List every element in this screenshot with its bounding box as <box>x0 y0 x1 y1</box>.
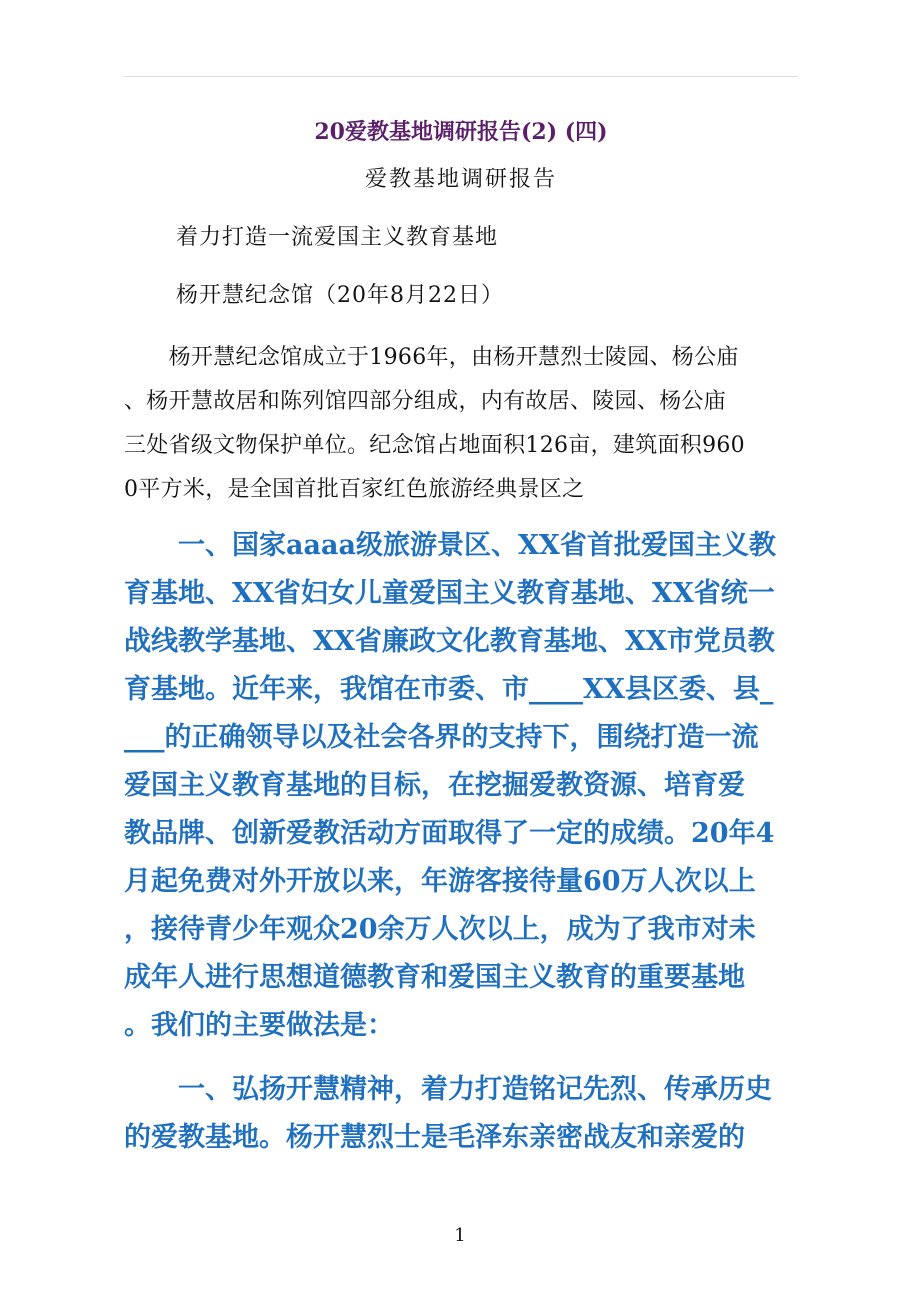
section-line: 一、弘扬开慧精神，着力打造铭记先烈、传承历史 <box>124 1074 772 1105</box>
intro-line: 、杨开慧故居和陈列馆四部分组成，内有故居、陵园、杨公庙 <box>124 389 727 414</box>
section-line: 的爱教基地。杨开慧烈士是毛泽东亲密战友和亲爱的 <box>124 1122 745 1153</box>
intro-paragraph <box>124 336 804 512</box>
section-line: 育基地。近年来，我馆在市委、市____XX县区委、县_ <box>124 674 774 705</box>
document-subtitle: 爱教基地调研报告 <box>364 167 557 192</box>
section-line: 成年人进行思想道德教育和爱国主义教育的重要基地 <box>124 962 745 993</box>
section-line: 一、国家aaaa级旅游景区、XX省首批爱国主义教 <box>124 530 776 561</box>
section-line: 月起免费对外开放以来，年游客接待量60万人次以上 <box>124 866 756 897</box>
document-title: 20爱教基地调研报告(2) (四) <box>314 119 608 145</box>
intro-line: 三处省级文物保护单位。纪念馆占地面积126亩，建筑面积960 <box>124 433 745 458</box>
section-line: ___的正确领导以及社会各界的支持下，围绕打造一流 <box>124 722 759 753</box>
page-number: 1 <box>454 1225 466 1246</box>
section-line: 教品牌、创新爱教活动方面取得了一定的成绩。20年4 <box>124 818 775 849</box>
intro-line: 0平方米，是全国首批百家红色旅游经典景区之 <box>124 477 585 502</box>
intro-line: 杨开慧纪念馆成立于1966年，由杨开慧烈士陵园、杨公庙 <box>124 345 739 370</box>
section-line: 战线教学基地、XX省廉政文化教育基地、XX市党员教 <box>124 626 775 657</box>
top-divider <box>124 76 798 77</box>
section-line: 爱国主义教育基地的目标，在挖掘爱教资源、培育爱 <box>124 770 745 801</box>
section-line: 。我们的主要做法是： <box>124 1010 394 1041</box>
section-line: 育基地、XX省妇女儿童爱国主义教育基地、XX省统一 <box>124 578 775 609</box>
section-one-paragraph <box>124 522 814 1050</box>
report-heading: 着力打造一流爱国主义教育基地 <box>176 225 499 250</box>
section-two-paragraph <box>124 1066 814 1162</box>
report-byline: 杨开慧纪念馆（20年8月22日） <box>176 283 504 308</box>
section-line: ，接待青少年观众20余万人次以上，成为了我市对未 <box>124 914 756 945</box>
